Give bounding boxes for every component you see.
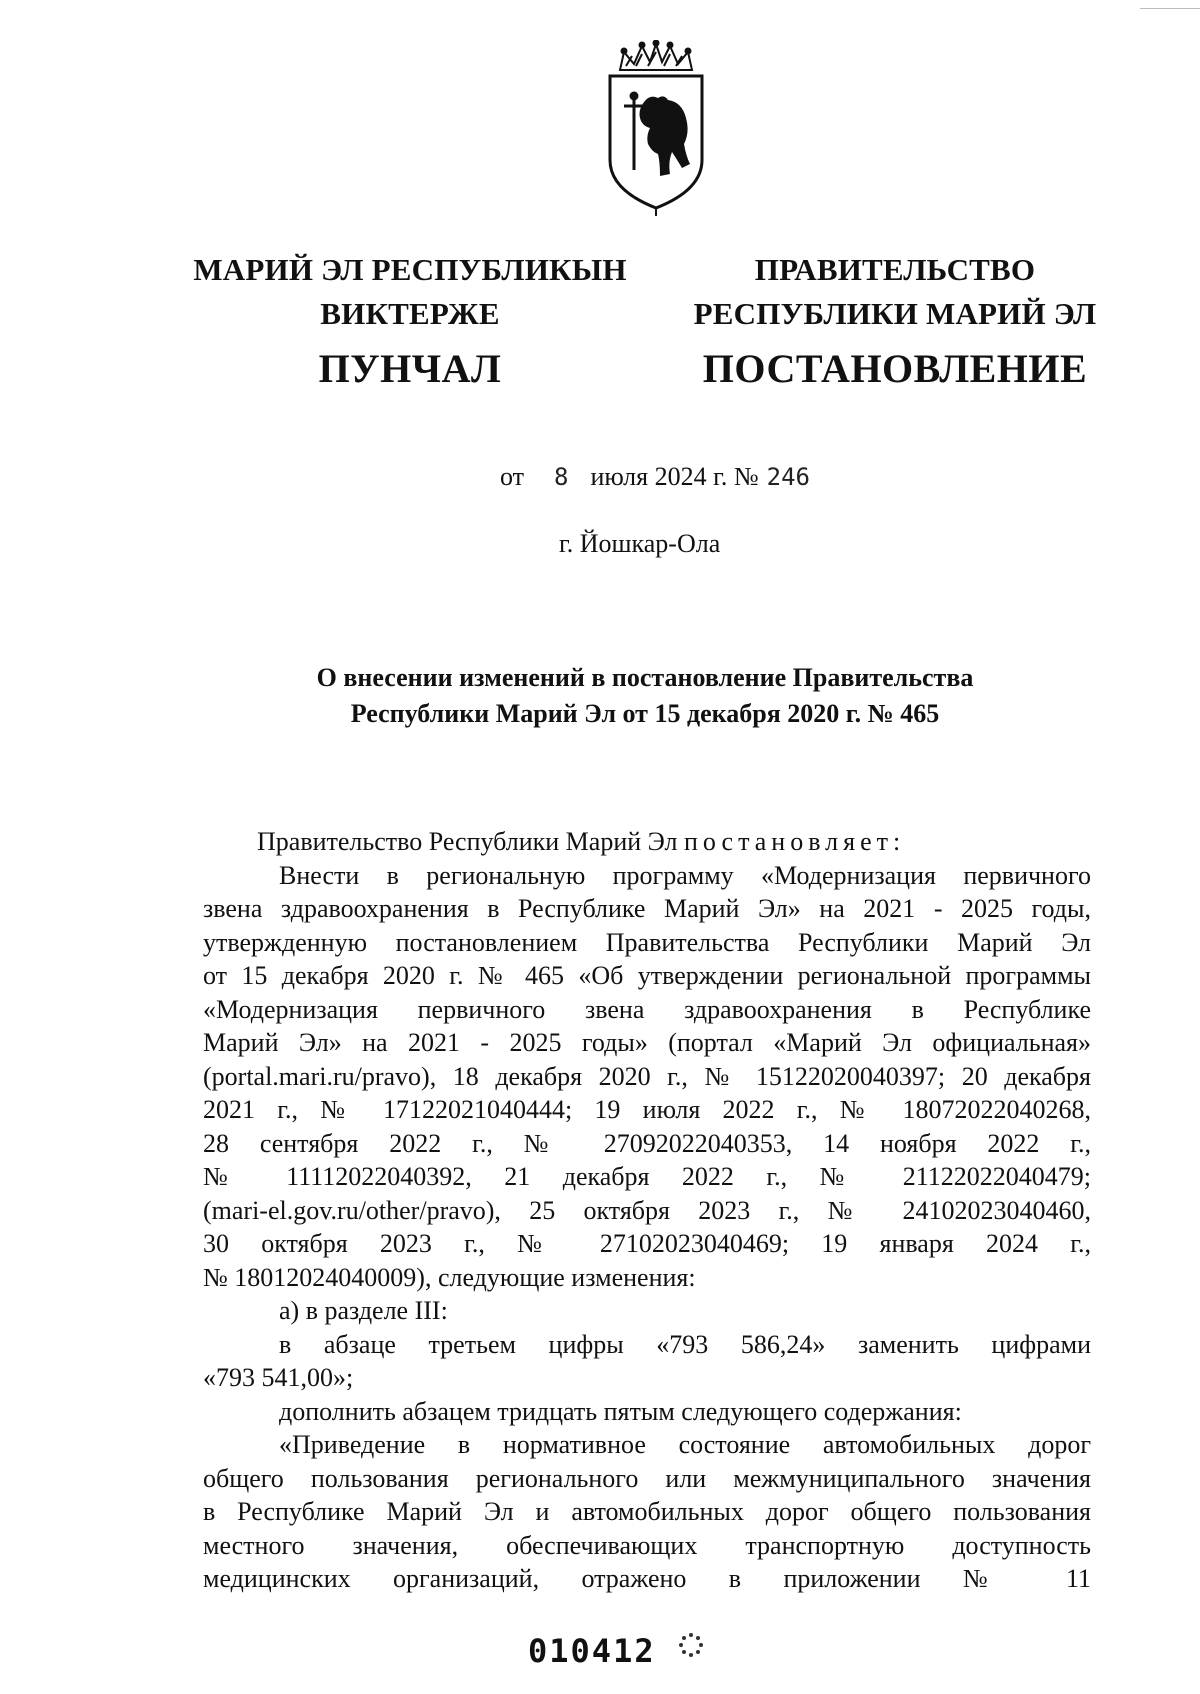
document-city: г. Йошкар-Ола: [559, 529, 721, 558]
amend-line: (portal.mari.ru/pravo), 18 декабря 2020 г., № 15122020040397; 20 декабря: [203, 1061, 1091, 1091]
header-left-doc-type: ПУНЧАЛ: [318, 346, 502, 391]
document-body: [203, 825, 1091, 1596]
amend-line: Внести в региональную программу «Модернизация первичного: [279, 860, 1091, 890]
title-line1: О внесении изменений в постановление Правительства: [316, 663, 974, 692]
header-left-line1: МАРИЙ ЭЛ РЕСПУБЛИКЫН: [193, 252, 627, 287]
date-month-year: июля 2024 г. №: [590, 462, 759, 491]
amend-line: 30 октября 2023 г., № 27102023040469; 19 января 2024 г.,: [203, 1229, 1091, 1258]
date-prefix: от: [500, 462, 525, 491]
quote-line: в Республике Марий Эл и автомобильных дорог общего пользования: [203, 1497, 1091, 1526]
resolves-word: постановляет:: [683, 827, 906, 856]
quote-line: медицинских организаций, отражено в приложении № 11: [203, 1564, 1091, 1593]
quote-line: местного значения, обеспечивающих транспортную доступность: [203, 1530, 1091, 1560]
paragraph-amend: [203, 859, 1091, 1295]
paragraph-replace-figures: [203, 1328, 1091, 1395]
scan-edge-mark: [1140, 8, 1200, 9]
header-right-line2: РЕСПУБЛИКИ МАРИЙ ЭЛ: [693, 296, 1097, 331]
blank-serial-number: 010412: [528, 1632, 656, 1670]
quote-line: общего пользования регионального или межмуниципального значения: [203, 1463, 1091, 1493]
coat-of-arms-emblem: [602, 40, 710, 220]
replace-line: в абзаце третьем цифры «793 586,24» заменить цифрами: [279, 1329, 1091, 1359]
replace-line: «793 541,00»;: [203, 1363, 354, 1392]
amend-line: № 18012024040009), следующие изменения:: [203, 1262, 696, 1292]
header-left-line2: ВИКТЕРЖЕ: [320, 296, 500, 331]
amend-line: звена здравоохранения в Республике Марий Эл» на 2021 - 2025 годы,: [203, 894, 1091, 923]
document-title: [230, 660, 1060, 732]
amend-line: Марий Эл» на 2021 - 2025 годы» (портал «Марий Эл официальная»: [203, 1028, 1091, 1057]
header-russian-language: [690, 248, 1100, 394]
header-mari-language: [190, 248, 630, 394]
paragraph-section-iii: а) в разделе III:: [279, 1296, 448, 1325]
title-line2: Республики Марий Эл от 15 декабря 2020 г. № 465: [350, 699, 940, 728]
amend-line: 2021 г., № 17122021040444; 19 июля 2022 г., № 18072022040268,: [203, 1095, 1091, 1124]
crown-icon: [620, 41, 692, 71]
header-right-line1: ПРАВИТЕЛЬСТВО: [754, 252, 1036, 287]
quote-line: «Приведение в нормативное состояние автомобильных дорог: [279, 1430, 1091, 1459]
document-date-line: [500, 462, 810, 492]
amend-line: утвержденную постановлением Правительства Республики Марий Эл: [203, 927, 1091, 957]
date-day: 8: [554, 463, 569, 491]
paragraph-quote: [203, 1428, 1091, 1596]
paragraph-resolves: [257, 825, 1091, 859]
paragraph-supplement: дополнить абзацем тридцать пятым следующего содержания:: [279, 1396, 962, 1426]
header-right-doc-type: ПОСТАНОВЛЕНИЕ: [702, 346, 1088, 391]
amend-line: «Модернизация первичного звена здравоохранения в Республике: [203, 994, 1091, 1024]
amend-line: 28 сентября 2022 г., № 27092022040353, 14 ноября 2022 г.,: [203, 1128, 1091, 1158]
amend-line: № 11112022040392, 21 декабря 2022 г., № 21122022040479;: [203, 1162, 1091, 1191]
resolves-lead: Правительство Республики Марий Эл: [257, 827, 684, 856]
document-number: 246: [766, 463, 811, 491]
asterisk-mark-icon: [676, 1630, 706, 1660]
amend-line: от 15 декабря 2020 г. № 465 «Об утверждении региональной программы: [203, 961, 1091, 990]
amend-line: (mari-el.gov.ru/other/pravo), 25 октября 2023 г., № 24102023040460,: [203, 1195, 1091, 1225]
